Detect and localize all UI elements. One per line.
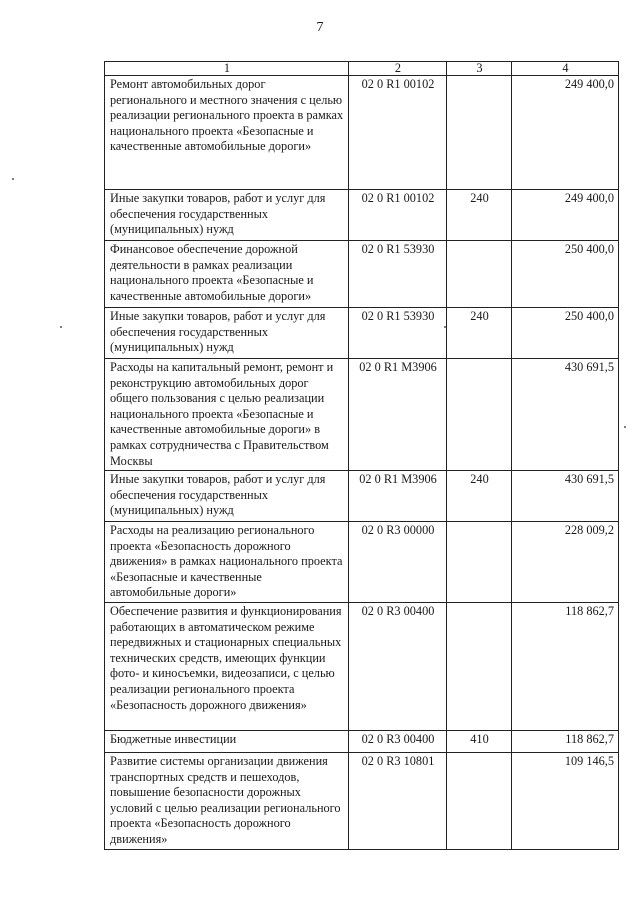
row-name: Ремонт автомобильных дорог регионального и местного значения с целью реализации регионального проекта в рамках национального проекта «Безопасные и качественные автомобильные дороги» [105,76,349,190]
row-type: 240 [447,190,512,241]
row-name: Иные закупки товаров, работ и услуг для обеспечения государственных (муниципальных) нужд [105,308,349,359]
table-body [105,76,619,850]
column-header-3: 3 [447,62,512,76]
table-row [105,731,619,753]
row-name: Иные закупки товаров, работ и услуг для обеспечения государственных (муниципальных) нужд [105,190,349,241]
row-code: 02 0 R3 00400 [349,603,447,731]
row-name: Иные закупки товаров, работ и услуг для обеспечения государственных (муниципальных) нужд [105,471,349,522]
row-name: Развитие системы организации движения транспортных средств и пешеходов, повышение безопасности дорожных условий с целью реализации регионального проекта «Безопасность дорожного движения» [105,753,349,850]
budget-table [104,61,619,850]
row-code: 02 0 R3 10801 [349,753,447,850]
column-header-2: 2 [349,62,447,76]
header-row [105,62,619,76]
row-name: Расходы на реализацию регионального проекта «Безопасность дорожного движения» в рамках национального проекта «Безопасные и качественные автомобильные дороги» [105,522,349,603]
row-type: 240 [447,471,512,522]
row-code: 02 0 R1 53930 [349,241,447,308]
column-header-1: 1 [105,62,349,76]
scan-speck [444,326,446,328]
table-header [105,62,619,76]
row-amount: 250 400,0 [512,241,619,308]
table-row [105,359,619,471]
table-row [105,753,619,850]
scan-speck [12,178,14,180]
table-row [105,522,619,603]
row-amount: 228 009,2 [512,522,619,603]
row-amount: 249 400,0 [512,190,619,241]
row-amount: 250 400,0 [512,308,619,359]
row-code: 02 0 R3 00400 [349,731,447,753]
row-code: 02 0 R1 00102 [349,190,447,241]
row-code: 02 0 R1 00102 [349,76,447,190]
page-number: 7 [316,20,324,35]
table-row [105,76,619,190]
row-code: 02 0 R1 M3906 [349,471,447,522]
row-amount: 430 691,5 [512,471,619,522]
row-code: 02 0 R3 00000 [349,522,447,603]
row-code: 02 0 R1 M3906 [349,359,447,471]
row-name: Бюджетные инвестиции [105,731,349,753]
row-name: Обеспечение развития и функционирования работающих в автоматическом режиме передвижных и стационарных специальных технических средств, имеющих функции фото- и киносъемки, видеозаписи, с целью реализации регионального проекта «Безопасность дорожного движения» [105,603,349,731]
row-amount: 430 691,5 [512,359,619,471]
scan-speck [60,326,62,328]
table-row [105,308,619,359]
row-type: 240 [447,308,512,359]
row-amount: 118 862,7 [512,603,619,731]
row-amount: 118 862,7 [512,731,619,753]
row-code: 02 0 R1 53930 [349,308,447,359]
row-type [447,359,512,471]
row-type [447,76,512,190]
row-type [447,241,512,308]
row-type [447,522,512,603]
table-row [105,603,619,731]
table-row [105,190,619,241]
table-row [105,241,619,308]
row-type [447,603,512,731]
scan-speck [624,426,626,428]
table-row [105,471,619,522]
row-amount: 249 400,0 [512,76,619,190]
row-name: Финансовое обеспечение дорожной деятельности в рамках реализации национального проекта «Безопасные и качественные автомобильные дороги» [105,241,349,308]
row-type: 410 [447,731,512,753]
row-amount: 109 146,5 [512,753,619,850]
row-type [447,753,512,850]
row-name: Расходы на капитальный ремонт, ремонт и реконструкцию автомобильных дорог общего пользования с целью реализации национального проекта «Безопасные и качественные автомобильные дороги» в рамках сотрудничества с Правительством Москвы [105,359,349,471]
column-header-4: 4 [512,62,619,76]
